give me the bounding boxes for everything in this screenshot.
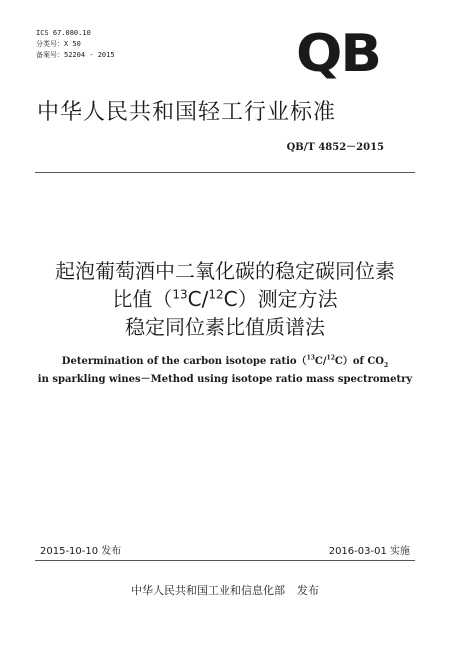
top-divider bbox=[35, 172, 415, 173]
document-title-english bbox=[0, 353, 450, 389]
bottom-divider bbox=[35, 560, 415, 561]
classification-info bbox=[36, 28, 115, 61]
category-code: 分类号：X 50 bbox=[36, 40, 81, 48]
title-en-line-2: in sparkling wines－Method using isotope ratio mass spectrometry bbox=[37, 374, 413, 385]
publisher bbox=[0, 582, 450, 598]
record-number: 备案号：52204 - 2015 bbox=[36, 51, 115, 59]
title-cn-line-3: 稳定同位素比值质谱法 bbox=[125, 315, 325, 339]
title-cn-line-2: 比值（$^{13}$C/$^{12}$C）测定方法 bbox=[112, 287, 338, 311]
issue-date: 2015-10-10 发布 bbox=[40, 546, 122, 557]
standard-title: 中华人民共和国轻工行业标准 bbox=[37, 100, 337, 125]
standard-number: QB/T 4852－2015 bbox=[286, 142, 384, 153]
document-title-chinese bbox=[0, 257, 450, 341]
effective-date: 2016-03-01 实施 bbox=[328, 546, 410, 557]
title-cn-line-1: 起泡葡萄酒中二氧化碳的稳定碳同位素 bbox=[55, 259, 395, 283]
ics-code: ICS 67.080.10 bbox=[36, 29, 91, 37]
publisher-action: 发布 bbox=[297, 584, 319, 597]
publisher-name: 中华人民共和国工业和信息化部 bbox=[131, 584, 285, 597]
title-en-line-1: Determination of the carbon isotope ratio（$^{13}$C/$^{12}$C）of $CO_2$ bbox=[61, 354, 389, 369]
qb-logo: QB bbox=[296, 24, 380, 84]
